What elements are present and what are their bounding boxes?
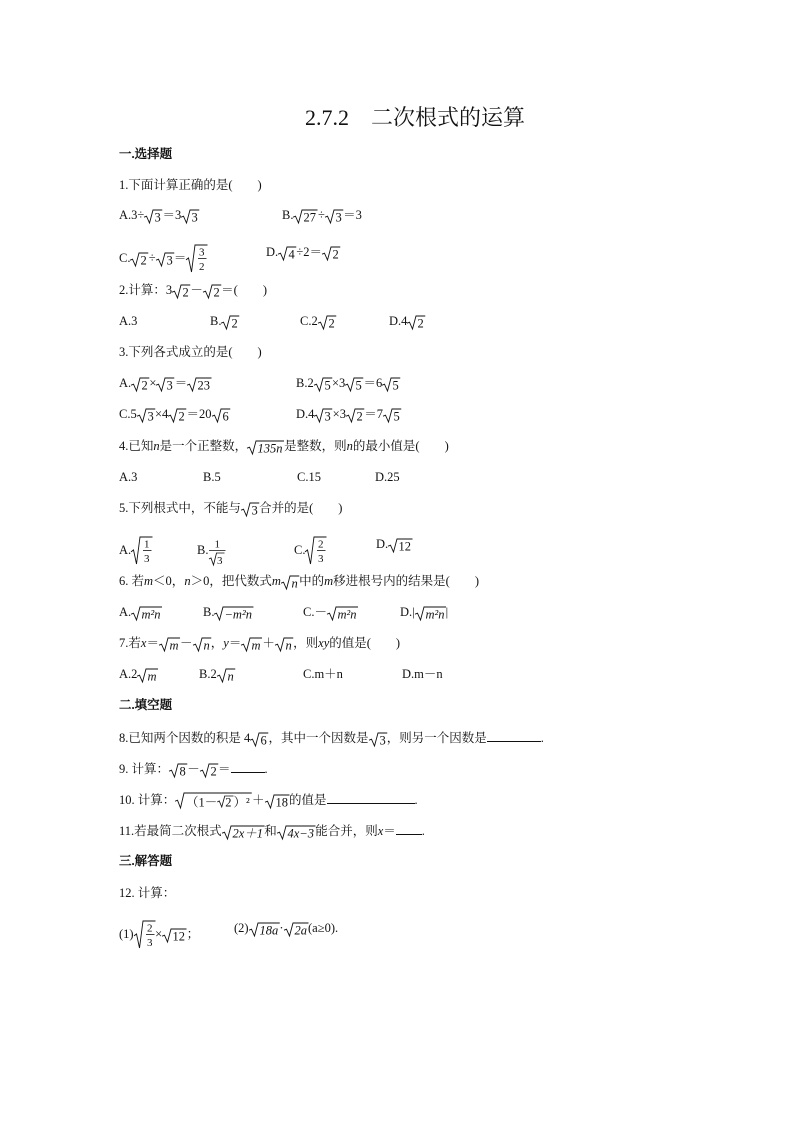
text: 10. 计算：	[119, 793, 176, 807]
text: ·	[279, 921, 284, 935]
q7-option-a	[119, 666, 158, 683]
svg-text:3: 3	[147, 409, 154, 424]
text: |	[445, 605, 449, 619]
q5-option-d	[376, 536, 413, 553]
svg-text:3: 3	[379, 733, 386, 748]
radical	[284, 921, 309, 937]
q6-option-d	[400, 604, 448, 621]
radical	[322, 245, 340, 261]
answer-blank[interactable]	[231, 760, 265, 773]
text: B.	[203, 605, 215, 619]
radical-nested	[175, 792, 252, 810]
text: 2.计算：3	[119, 283, 173, 297]
text: 能合并，则	[315, 824, 378, 838]
question-2-stem	[119, 282, 267, 299]
question-9	[119, 760, 268, 778]
radical	[156, 376, 174, 392]
svg-text:2: 2	[417, 316, 425, 331]
svg-text:5: 5	[324, 378, 331, 393]
text: 是一个正整数，	[159, 439, 248, 453]
svg-text:2: 2	[199, 261, 205, 273]
svg-text:1: 1	[144, 538, 150, 551]
radical	[318, 314, 336, 330]
text: ÷	[148, 250, 156, 265]
svg-text:23: 23	[197, 378, 211, 393]
q7-option-c: C.m＋n	[303, 667, 343, 681]
radical-fraction	[131, 536, 153, 566]
svg-text:5: 5	[393, 409, 400, 424]
radical	[137, 407, 155, 423]
text: 的最小值是( )	[352, 439, 449, 453]
text: ＝( )	[221, 283, 267, 297]
svg-text:2: 2	[178, 409, 186, 424]
svg-text:n: n	[285, 638, 292, 653]
radical	[369, 731, 387, 747]
text: 4.已知	[119, 439, 154, 453]
text: ×	[149, 376, 157, 390]
svg-text:）²: ）²	[233, 795, 251, 810]
q2-option-a: A.3	[119, 314, 138, 328]
text: －	[179, 636, 193, 650]
text: ＝20	[186, 407, 212, 421]
radical	[250, 731, 268, 747]
svg-text:3: 3	[251, 503, 258, 518]
q6-option-a	[119, 604, 162, 621]
radical	[181, 208, 199, 224]
text: D.4	[296, 407, 315, 421]
radical	[247, 439, 284, 455]
q2-option-b	[210, 313, 240, 330]
radical-fraction	[186, 244, 208, 274]
text: D.4	[389, 314, 408, 328]
text: ×3	[332, 407, 346, 421]
svg-text:2: 2	[141, 378, 148, 393]
radical	[222, 824, 265, 840]
page-title: 2.7.2 二次根式的运算	[304, 105, 525, 130]
text: ＝7	[364, 407, 383, 421]
svg-text:3: 3	[154, 210, 162, 225]
svg-text:（1－: （1－	[186, 795, 218, 810]
svg-text:3: 3	[199, 246, 205, 259]
svg-text:18: 18	[275, 795, 288, 810]
question-12-stem: 12. 计算：	[119, 886, 176, 900]
text: B.	[282, 208, 294, 222]
question-1-stem: 1.下面计算正确的是( )	[119, 178, 262, 192]
question-7-stem	[119, 635, 400, 652]
radical	[187, 376, 212, 392]
svg-text:m: m	[169, 638, 179, 653]
question-5-stem	[119, 500, 342, 517]
text: B.2	[296, 376, 314, 390]
text: D.|	[400, 605, 415, 619]
radical	[383, 407, 401, 423]
radical	[249, 921, 280, 937]
radical	[346, 407, 364, 423]
text: ＝	[146, 636, 159, 650]
svg-text:m: m	[251, 638, 261, 653]
q4-option-c: C.15	[297, 470, 321, 484]
svg-text:135n: 135n	[257, 441, 283, 456]
var: y	[223, 636, 229, 650]
text: B.	[210, 314, 222, 328]
var: x	[140, 636, 147, 650]
radical	[241, 636, 262, 652]
svg-text:27: 27	[303, 210, 317, 225]
radical	[217, 667, 235, 683]
svg-text:3: 3	[166, 378, 174, 393]
var: x	[377, 824, 384, 838]
text: 的值是	[289, 793, 327, 807]
svg-text:12: 12	[398, 539, 412, 554]
radical	[415, 605, 446, 621]
text: 是整数，则	[284, 439, 347, 453]
var: n	[346, 439, 353, 453]
svg-text:2: 2	[210, 764, 217, 779]
radical	[200, 762, 218, 778]
q3-option-c	[119, 406, 230, 423]
text: A.	[119, 605, 132, 619]
svg-text:1: 1	[214, 538, 221, 551]
text: 9. 计算：	[119, 762, 170, 776]
var: m	[271, 574, 281, 588]
text: ×4	[154, 407, 169, 421]
svg-text:5: 5	[392, 378, 400, 393]
text: ＝3	[343, 208, 362, 222]
q4-option-b: B.5	[203, 470, 221, 484]
var: m	[144, 574, 154, 588]
radical	[221, 314, 239, 330]
radical	[131, 376, 149, 392]
question-11	[119, 822, 425, 840]
text: ＋	[262, 636, 275, 650]
text: ×	[155, 926, 163, 941]
svg-text:3: 3	[217, 555, 223, 567]
svg-text:3: 3	[146, 937, 153, 949]
q1-option-c	[119, 244, 208, 274]
text: ＝	[228, 636, 242, 650]
q1-option-a	[119, 207, 200, 224]
radical	[314, 407, 332, 423]
radical	[159, 636, 180, 652]
q1-option-b	[282, 207, 362, 224]
answer-blank[interactable]	[487, 729, 541, 742]
q1-option-d	[266, 244, 340, 261]
radical	[241, 501, 259, 517]
svg-text:2: 2	[328, 316, 335, 331]
q4-option-d: D.25	[375, 470, 400, 484]
text: ，则另一个因数是	[386, 731, 487, 745]
radical	[137, 667, 158, 683]
svg-text:2: 2	[146, 922, 153, 935]
radical	[278, 245, 296, 261]
text: B.2	[199, 667, 217, 681]
text: ＝	[383, 824, 396, 838]
svg-text:4: 4	[288, 247, 295, 262]
svg-text:2: 2	[225, 795, 232, 810]
text: (2)	[234, 921, 249, 935]
text: 7.若	[119, 636, 141, 650]
svg-text:18a: 18a	[259, 923, 278, 938]
text: C.5	[119, 407, 137, 421]
var: xy	[318, 636, 330, 650]
radical	[277, 824, 315, 840]
svg-text:2x＋1: 2x＋1	[232, 826, 263, 841]
text: B.	[197, 542, 209, 557]
text: 的值是( )	[329, 636, 401, 650]
answer-blank[interactable]	[396, 822, 422, 835]
svg-text:2: 2	[182, 285, 189, 300]
text: ，其中一个因数是	[268, 731, 369, 745]
text: ＝	[218, 762, 231, 776]
text: D.	[376, 537, 389, 551]
radical	[172, 283, 190, 299]
q5-option-a	[119, 536, 153, 566]
text: ÷2＝	[296, 245, 323, 259]
radical	[193, 636, 211, 652]
svg-text:6: 6	[260, 733, 268, 748]
q5-option-b	[197, 536, 227, 566]
text: ，则	[293, 636, 319, 650]
text: 中的	[299, 574, 325, 588]
text: (a≥0).	[308, 921, 339, 935]
radical	[203, 283, 221, 299]
text: ，	[210, 636, 224, 650]
var: n	[153, 439, 160, 453]
fraction-radical-denominator	[208, 536, 227, 566]
text: ＝	[174, 376, 188, 390]
svg-text:2: 2	[318, 538, 324, 551]
radical-fraction	[305, 536, 327, 566]
text: A.	[119, 376, 132, 390]
text: ＞0，把代数式	[190, 574, 272, 588]
svg-text:−m²n: −m²n	[224, 607, 253, 622]
radical	[382, 376, 400, 392]
q12-part-2	[234, 920, 338, 937]
svg-text:n: n	[227, 669, 234, 684]
q6-option-b	[203, 604, 254, 621]
text: 5.下列根式中，不能与	[119, 501, 241, 515]
svg-text:m²n: m²n	[337, 607, 357, 622]
svg-text:m²n: m²n	[425, 607, 445, 622]
text: ＝3	[162, 208, 182, 222]
svg-text:n: n	[203, 638, 210, 653]
text: C.	[119, 250, 131, 265]
svg-text:2: 2	[140, 253, 148, 268]
text: 11.若最简二次根式	[119, 824, 222, 838]
question-4-stem	[119, 438, 449, 455]
svg-text:2a: 2a	[294, 923, 307, 938]
radical	[293, 208, 318, 224]
radical	[327, 605, 358, 621]
text: .	[540, 731, 544, 745]
q2-option-d	[389, 313, 426, 330]
radical	[281, 574, 299, 590]
radical	[314, 376, 332, 392]
q6-option-c	[303, 604, 358, 621]
svg-text:3: 3	[324, 409, 332, 424]
question-3-stem: 3.下列各式成立的是( )	[119, 345, 262, 359]
text: A.3÷	[119, 208, 145, 222]
text: ；	[186, 926, 200, 941]
text: 和	[264, 824, 277, 838]
radical	[388, 537, 413, 553]
svg-text:3: 3	[144, 553, 150, 565]
text: ×3	[331, 376, 346, 390]
svg-text:m²n: m²n	[141, 607, 161, 622]
var: m	[324, 574, 334, 588]
answer-blank[interactable]	[327, 791, 415, 804]
text: 合并的是( )	[259, 501, 343, 515]
radical	[168, 407, 186, 423]
question-10	[119, 791, 418, 810]
svg-text:2: 2	[332, 247, 339, 262]
text: ＋	[252, 793, 265, 807]
radical	[325, 208, 343, 224]
q7-option-b	[199, 666, 235, 683]
text: .	[414, 793, 418, 807]
svg-text:2: 2	[356, 409, 363, 424]
text: D.	[266, 245, 279, 259]
svg-text:3: 3	[191, 210, 199, 225]
q2-option-c	[300, 313, 336, 330]
q5-option-c	[294, 536, 327, 566]
svg-text:2: 2	[231, 316, 239, 331]
svg-text:3: 3	[318, 553, 324, 565]
text: 移进根号内的结果是( )	[333, 574, 479, 588]
text: A.2	[119, 667, 138, 681]
text: .	[421, 824, 425, 838]
radical	[265, 793, 290, 809]
text: C.2	[300, 314, 318, 328]
question-8	[119, 729, 544, 747]
text: ＜0，	[153, 574, 185, 588]
radical-fraction	[134, 920, 156, 950]
radical	[407, 314, 425, 330]
svg-text:6: 6	[222, 409, 229, 424]
q3-option-d	[296, 406, 401, 423]
radical	[275, 636, 293, 652]
text: C.－	[303, 605, 327, 619]
q4-option-a: A.3	[119, 470, 138, 484]
svg-text:5: 5	[355, 378, 363, 393]
text: (1)	[119, 926, 134, 941]
svg-text:2: 2	[213, 285, 220, 300]
svg-text:n: n	[291, 576, 298, 591]
var: n	[184, 574, 191, 588]
section-heading-choice: 一.选择题	[119, 147, 173, 161]
svg-text:3: 3	[166, 253, 173, 268]
text: 6. 若	[119, 574, 145, 588]
section-heading-answer: 三.解答题	[119, 854, 173, 868]
svg-text:m: m	[147, 669, 157, 684]
radical	[212, 407, 230, 423]
text: ＝6	[363, 376, 383, 390]
question-6-stem	[119, 573, 479, 590]
text: －	[190, 283, 203, 297]
radical	[169, 762, 187, 778]
text: －	[187, 762, 200, 776]
q3-option-b	[296, 375, 401, 392]
q12-part-1	[119, 920, 199, 950]
radical	[162, 927, 187, 943]
text: C.	[294, 542, 306, 557]
svg-text:12: 12	[172, 929, 186, 944]
radical	[144, 208, 162, 224]
section-heading-fill: 二.填空题	[119, 698, 173, 712]
radical	[214, 605, 253, 621]
radical	[156, 251, 174, 267]
text: 8.已知两个因数的积是 4	[119, 731, 251, 745]
text: A.	[119, 542, 132, 557]
q3-option-a	[119, 375, 212, 392]
text: .	[264, 762, 268, 776]
svg-text:4x−3: 4x−3	[287, 826, 314, 841]
q7-option-d: D.m－n	[402, 667, 443, 681]
svg-text:3: 3	[335, 210, 342, 225]
radical	[345, 376, 363, 392]
svg-text:8: 8	[179, 764, 186, 779]
radical	[130, 251, 148, 267]
radical	[131, 605, 162, 621]
text: ＝	[173, 250, 187, 265]
text: ÷	[317, 208, 325, 222]
